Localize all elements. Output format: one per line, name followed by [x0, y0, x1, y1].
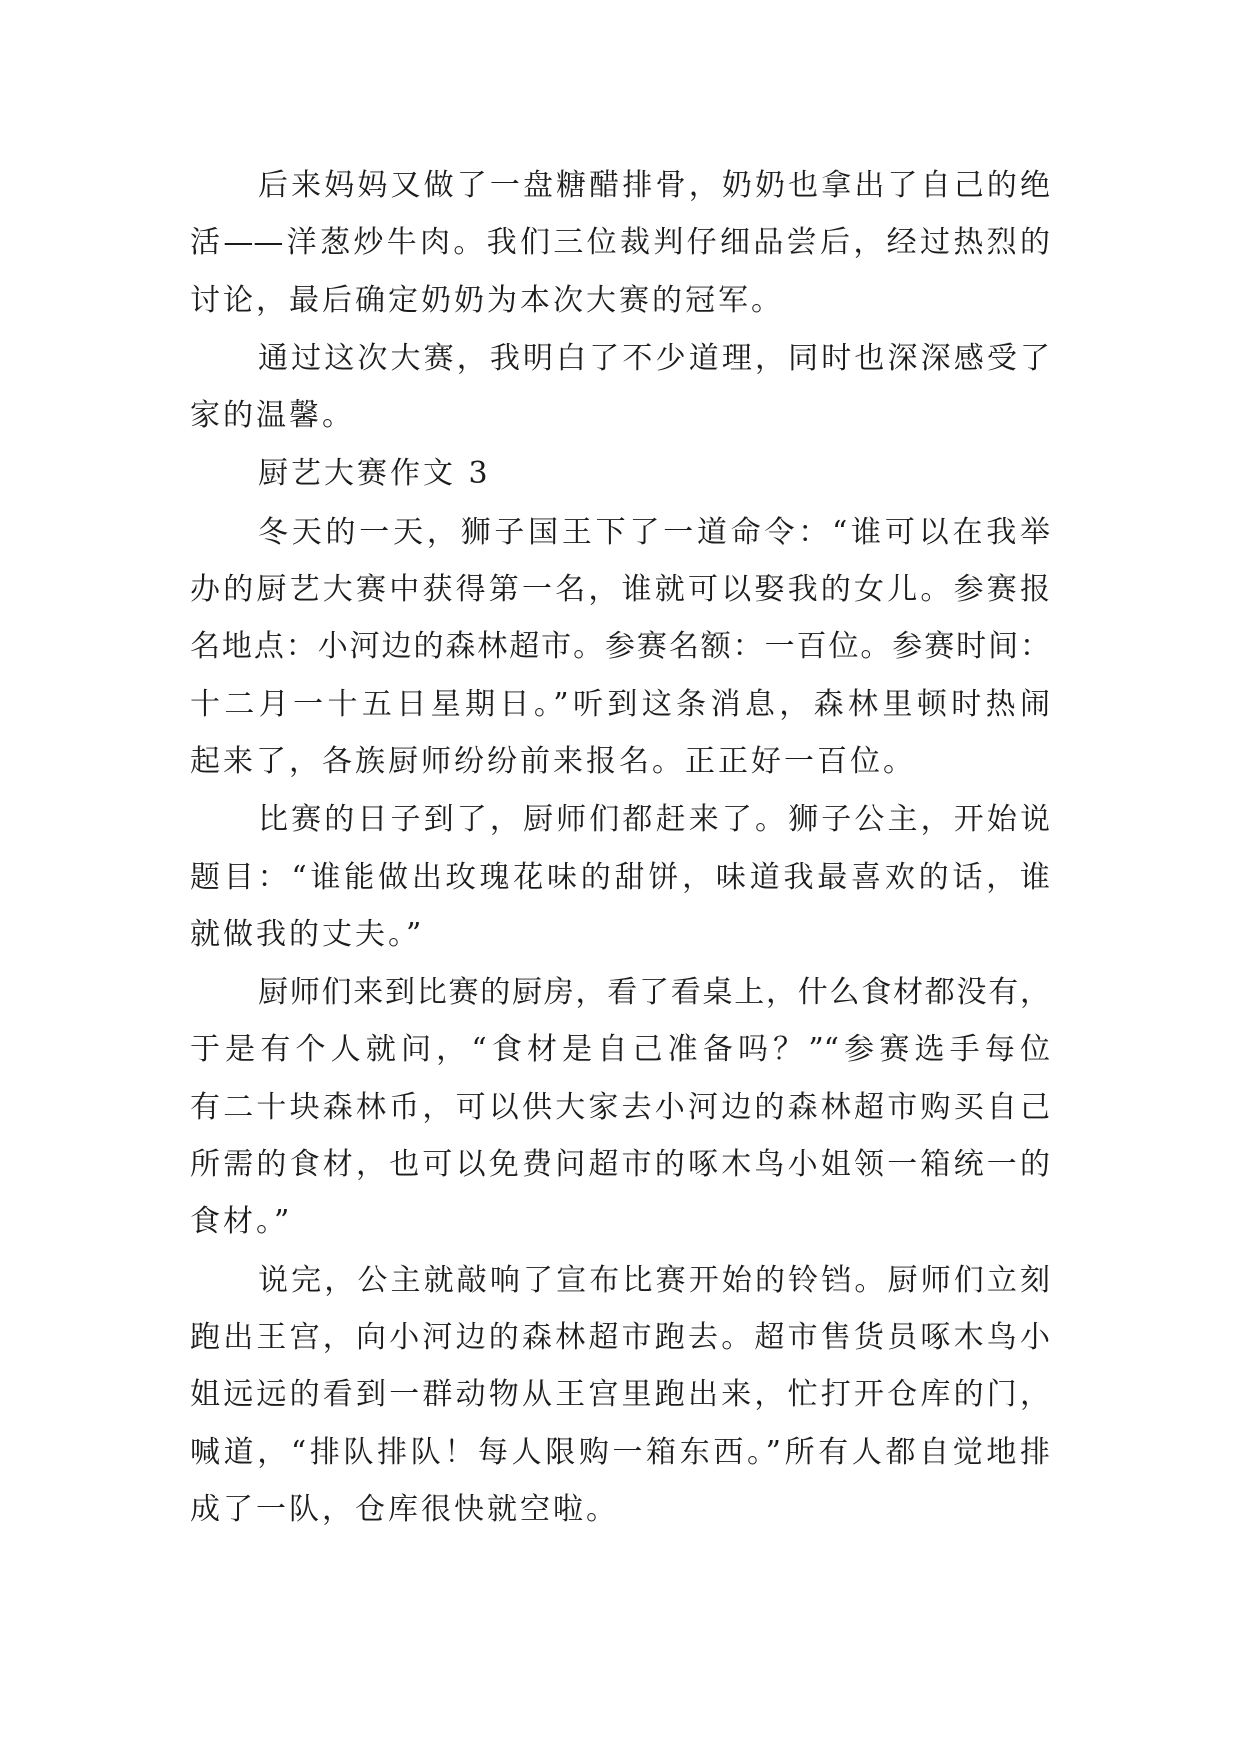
paragraph [190, 157, 1050, 329]
paragraph [190, 330, 1050, 445]
paragraph-line: 冬天的一天，狮子国王下了一道命令：“谁可以在我举 [258, 514, 1050, 550]
paragraph-line: 就做我的丈夫。” [190, 916, 425, 952]
body-text [190, 157, 1050, 1539]
section-heading [190, 445, 1050, 502]
paragraph-line: 喊道，“排队排队！每人限购一箱东西。”所有人都自觉地排 [190, 1434, 1050, 1470]
paragraph-line: 办的厨艺大赛中获得第一名，谁就可以娶我的女儿。参赛报 [190, 572, 1050, 608]
paragraph-line: 活——洋葱炒牛肉。我们三位裁判仔细品尝后，经过热烈的 [190, 225, 1050, 261]
paragraph-line: 讨论，最后确定奶奶为本次大赛的冠军。 [190, 282, 784, 318]
section-heading-text: 厨艺大赛作文 3 [258, 456, 491, 492]
paragraph-line: 成了一队，仓库很快就空啦。 [190, 1491, 619, 1527]
paragraph-line: 于是有个人就问，“食材是自己准备吗？”“参赛选手每位 [190, 1032, 1050, 1068]
paragraph-line: 食材。” [190, 1204, 293, 1240]
paragraph-line: 通过这次大赛，我明白了不少道理，同时也深深感受了 [258, 340, 1050, 376]
paragraph-line: 后来妈妈又做了一盘糖醋排骨，奶奶也拿出了自己的绝 [258, 168, 1050, 203]
paragraph-line: 起来了，各族厨师纷纷前来报名。正正好一百位。 [190, 743, 916, 779]
paragraph-line: 有二十块森林币，可以供大家去小河边的森林超市购买自己 [190, 1089, 1050, 1125]
paragraph-line: 说完，公主就敲响了宣布比赛开始的铃铛。厨师们立刻 [258, 1262, 1050, 1298]
paragraph-line: 题目：“谁能做出玫瑰花味的甜饼，味道我最喜欢的话，谁 [190, 859, 1050, 895]
paragraph [190, 964, 1050, 1250]
paragraph-line: 姐远远的看到一群动物从王宫里跑出来，忙打开仓库的门， [190, 1377, 1050, 1413]
paragraph-line: 家的温馨。 [190, 398, 355, 434]
paragraph-line: 厨师们来到比赛的厨房，看了看桌上，什么食材都没有， [258, 975, 1050, 1011]
paragraph-line: 跑出王宫，向小河边的森林超市跑去。超市售货员啄木鸟小 [190, 1319, 1050, 1355]
paragraph [190, 504, 1050, 790]
paragraph [190, 1252, 1050, 1538]
paragraph-line: 十二月一十五日星期日。”听到这条消息，森林里顿时热闹 [190, 686, 1050, 722]
paragraph-line: 名地点：小河边的森林超市。参赛名额：一百位。参赛时间： [190, 629, 1050, 665]
paragraph-line: 所需的食材，也可以免费问超市的啄木鸟小姐领一箱统一的 [190, 1147, 1050, 1183]
paragraph-line: 比赛的日子到了，厨师们都赶来了。狮子公主，开始说 [258, 802, 1050, 838]
paragraph [190, 791, 1050, 963]
